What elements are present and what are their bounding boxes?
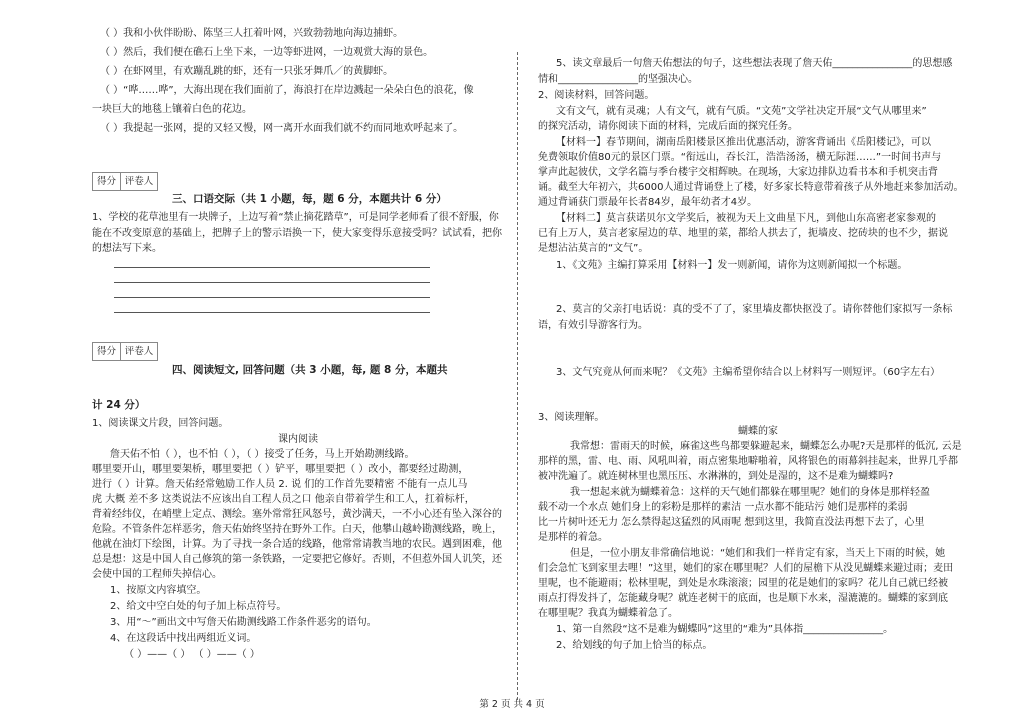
passage-question-1: 1、按原文内容填空。	[110, 585, 207, 596]
q2-text-10: 是想沾沾莫言的“文气”。	[538, 243, 649, 254]
column-divider	[517, 52, 518, 700]
q5-line-1: 5、读文章最后一句詹天佑想法的句子，这些想法表现了詹天佑________________的思想感	[556, 58, 953, 69]
score-box-section4	[92, 342, 158, 361]
q3-text-1: 我常想：雷雨天的时候，麻雀这些鸟都要躲避起来，蝴蝶怎么办呢?天是那样的低沉, 云是	[570, 441, 962, 452]
q2-text-4: 免费领取价值80元的景区门票。“衔远山，吞长江，浩浩汤汤，横无际涯……”一时间书声与	[538, 152, 942, 163]
passage-question-2: 2、给文中空白处的句子加上标点符号。	[110, 601, 287, 612]
section4-title: 四、阅读短文, 回答问题（共 3 小题，每, 题 8 分，本题共	[172, 364, 448, 376]
section4-title-cont: 计 24 分）	[92, 399, 146, 411]
q3-text-8: 但是，一位小朋友非常确信地说：“她们和我们一样肯定有家，当天上下雨的时候，她	[570, 548, 946, 559]
passage-line-5: 背着经纬仪，在峭壁上定点、测绘。塞外常常狂风怒号，黄沙满天，一不小心还有坠入深谷的	[92, 509, 502, 520]
passage-line-8: 总是想：这是中国人自己修筑的第一条铁路，一定要把它修好。否则，不但惹外国人讥笑，还	[92, 554, 502, 565]
passage-line-9: 会使中国的工程师失掉信心。	[92, 569, 222, 580]
q2-text-3: 【材料一】春节期间，湖南岳阳楼景区推出优惠活动，游客背诵出《岳阳楼记》，可以	[556, 137, 931, 148]
q2-intro: 2、阅读材料，回答问题。	[538, 90, 655, 101]
q2-sub-2: 2、莫言的父亲打电话说：真的受不了了，家里墙皮都快抠没了。请你替他们家拟写一条标	[556, 304, 953, 315]
answer-line-2[interactable]	[114, 282, 430, 283]
q2-text-2: 的探究活动，请你阅读下面的材料，完成后面的探究任务。	[538, 121, 798, 132]
answer-line-3[interactable]	[114, 297, 430, 298]
q2-text-9: 已有上万人，莫言老家屋边的草、地里的菜，都给人拱去了，扼墙皮、挖砖块的也不少，据说	[538, 228, 948, 239]
score-box-section3	[92, 172, 158, 191]
passage-question-3: 3、用“～”画出文中写詹天佑勘测线路工作条件恶劣的语句。	[110, 617, 377, 628]
order-item-4: （ ）“哗……哗”，大海出现在我们面前了，海浪打在岸边溅起一朵朵白色的浪花，像	[100, 85, 474, 96]
q3-text-11: 雨点打得发抖了，怎能藏身呢？就连老树干的底面，也是顺下水来，湿漉漉的。蝴蝶的家到底	[538, 593, 948, 604]
q3-sub-1: 1、第一自然段“这不是难为蝴蝶吗”这里的“难为”具体指________________。	[556, 624, 894, 635]
q3-text-6: 比一片树叶还无力 怎么禁得起这猛烈的风雨呢 想到这里，我简直没法再想下去了，心里	[538, 517, 925, 528]
q3-text-5: 载不动一个水点 她们身上的彩粉是那样的素洁 一点水都不能玷污 她们是那样的柔弱	[538, 502, 908, 513]
q3-text-3: 被冲洗遍了。就连树林里也黑压压、水淋淋的，到处是湿的，这不是难为蝴蝶吗?	[538, 471, 894, 482]
q2-text-7: 通过背诵获门票最年长者84岁，最年幼者才4岁。	[538, 197, 758, 208]
q2-text-5: 掌声此起彼伏，文学名篇与季台楼宇交相辉映。在现场，大家边排队边看书本和手机突击背	[538, 167, 938, 178]
section3-line-1: 1、学校的花草池里有一块牌子，上边写着“禁止摘花踏草”，可是同学老师看了很不舒服，你	[92, 212, 499, 223]
q3-text-4: 我一想起来就为蝴蝶着急：这样的天气她们都躲在哪里呢？她们的身体是那样轻盈	[570, 487, 930, 498]
passage-line-6: 危险。不管条件怎样恶劣，詹天佑始终坚持在野外工作。白天，他攀山越岭勘测线路，晚上，	[92, 524, 502, 535]
q2-text-1: 文有文气，就有灵魂；人有文气，就有气质。“文苑”文学社决定开展“文气从哪里来”	[556, 106, 927, 117]
q3-text-12: 在哪里呢？我真为蝴蝶着急了。	[538, 608, 678, 619]
section3-line-2: 能在不改变原意的基础上，把牌子上的警示语换一下，使大家变得乐意接受吗？试试看，把你	[92, 228, 502, 239]
order-item-1: （ ）我和小伙伴盼盼、陈坚三人扛着叶网，兴致勃勃地向海边捕虾。	[100, 28, 404, 39]
q2-sub-1: 1、《文苑》主编打算采用【材料一】发一则新闻，请你为这则新闻拟一个标题。	[556, 260, 908, 271]
page-footer: 第 2 页 共 4 页	[479, 699, 545, 710]
section3-line-3: 的想法写下来。	[92, 243, 162, 254]
q3-text-2: 那样的黑，雷、电、雨、风吼叫着，雨点密集地噼啪着，风将银色的雨幕斜挂起来，世界几乎都	[538, 456, 958, 467]
q3-text-10: 里呢，也不能避雨；松林里呢，到处是水珠滚滚；园里的花是她们的家吗？花儿自己就已经被	[538, 578, 948, 589]
q2-text-8: 【材料二】莫言获诺贝尔文学奖后，被视为天上文曲星下凡，到他山东高密老家参观的	[556, 213, 936, 224]
q3-text-9: 们会急忙飞到家里去哩！”这里，她们的家在哪里呢？人们的屋檐下从没见蝴蝶来避过雨；麦田	[538, 563, 954, 574]
passage-line-4: 虎 大概 差不多 这类说法不应该出自工程人员之口 他亲自带着学生和工人，扛着标杆，	[92, 494, 475, 505]
q3-intro: 3、阅读理解。	[538, 412, 605, 423]
q5-line-2: 情和________________的坚强决心。	[538, 74, 698, 85]
answer-line-4[interactable]	[114, 312, 430, 313]
section4-q1-intro: 1、阅读课文片段，回答问题。	[92, 418, 229, 429]
synonym-blanks[interactable]: （ ）——（ ） （ ）——（ ）	[124, 649, 260, 660]
answer-line-1[interactable]	[114, 267, 430, 268]
grader-label: 评卷人	[124, 346, 154, 357]
passage-line-7: 他就在油灯下绘图，计算。为了寻找一条合适的线路，他常常请教当地的农民。遇到困难，他	[92, 539, 502, 550]
order-item-3: （ ）在虾网里，有欢蹦乱跳的虾，还有一只张牙舞爪／的黄脚虾。	[100, 66, 394, 77]
order-item-2: （ ）然后，我们便在礁石上坐下来，一边等虾进网，一边观赏大海的景色。	[100, 47, 434, 58]
order-item-5: （ ）我提起一张网，提的又轻又慢，网一离开水面我们就不约而同地欢呼起来了。	[100, 123, 464, 134]
q2-sub-3: 3、文气究竟从何而来呢？《文苑》主编希望你结合以上材料写一则短评。（60字左右）	[556, 367, 941, 378]
grader-label: 评卷人	[124, 176, 154, 187]
passage-line-1: 詹天佑不怕（ ），也不怕（ ），（ ）接受了任务，马上开始勘测线路。	[110, 449, 415, 460]
q3-sub-2: 2、给划线的句子加上恰当的标点。	[556, 640, 713, 651]
q2-text-6: 诵。截至大年初六，共6000人通过背诵登上了楼，好多家长特意带着孩子从外地赶来参加活动。	[538, 182, 964, 193]
passage-title: 课内阅读	[278, 434, 318, 445]
order-item-4-cont: 一块巨大的地毯上镶着白色的花边。	[92, 104, 252, 115]
q3-title: 蝴蝶的家	[738, 426, 778, 437]
passage-line-3: 进行（ ）计算。詹天佑经常勉励工作人员 2. 说 们的工作首先要精密 不能有一点儿马	[92, 479, 468, 490]
passage-question-4: 4、在这段话中找出两组近义词。	[110, 633, 257, 644]
q3-text-7: 是那样的着急。	[538, 532, 608, 543]
score-label: 得分	[93, 343, 121, 360]
score-label: 得分	[93, 173, 121, 190]
q2-sub-2-cont: 语，有效引导游客行为。	[538, 320, 648, 331]
section3-title: 三、口语交际（共 1 小题，每，题 6 分，本题共计 6 分）	[172, 193, 447, 205]
passage-line-2: 哪里要开山，哪里要架桥，哪里要把（ ）铲平，哪里要把（ ）改小，都要经过勘测，	[92, 464, 469, 475]
